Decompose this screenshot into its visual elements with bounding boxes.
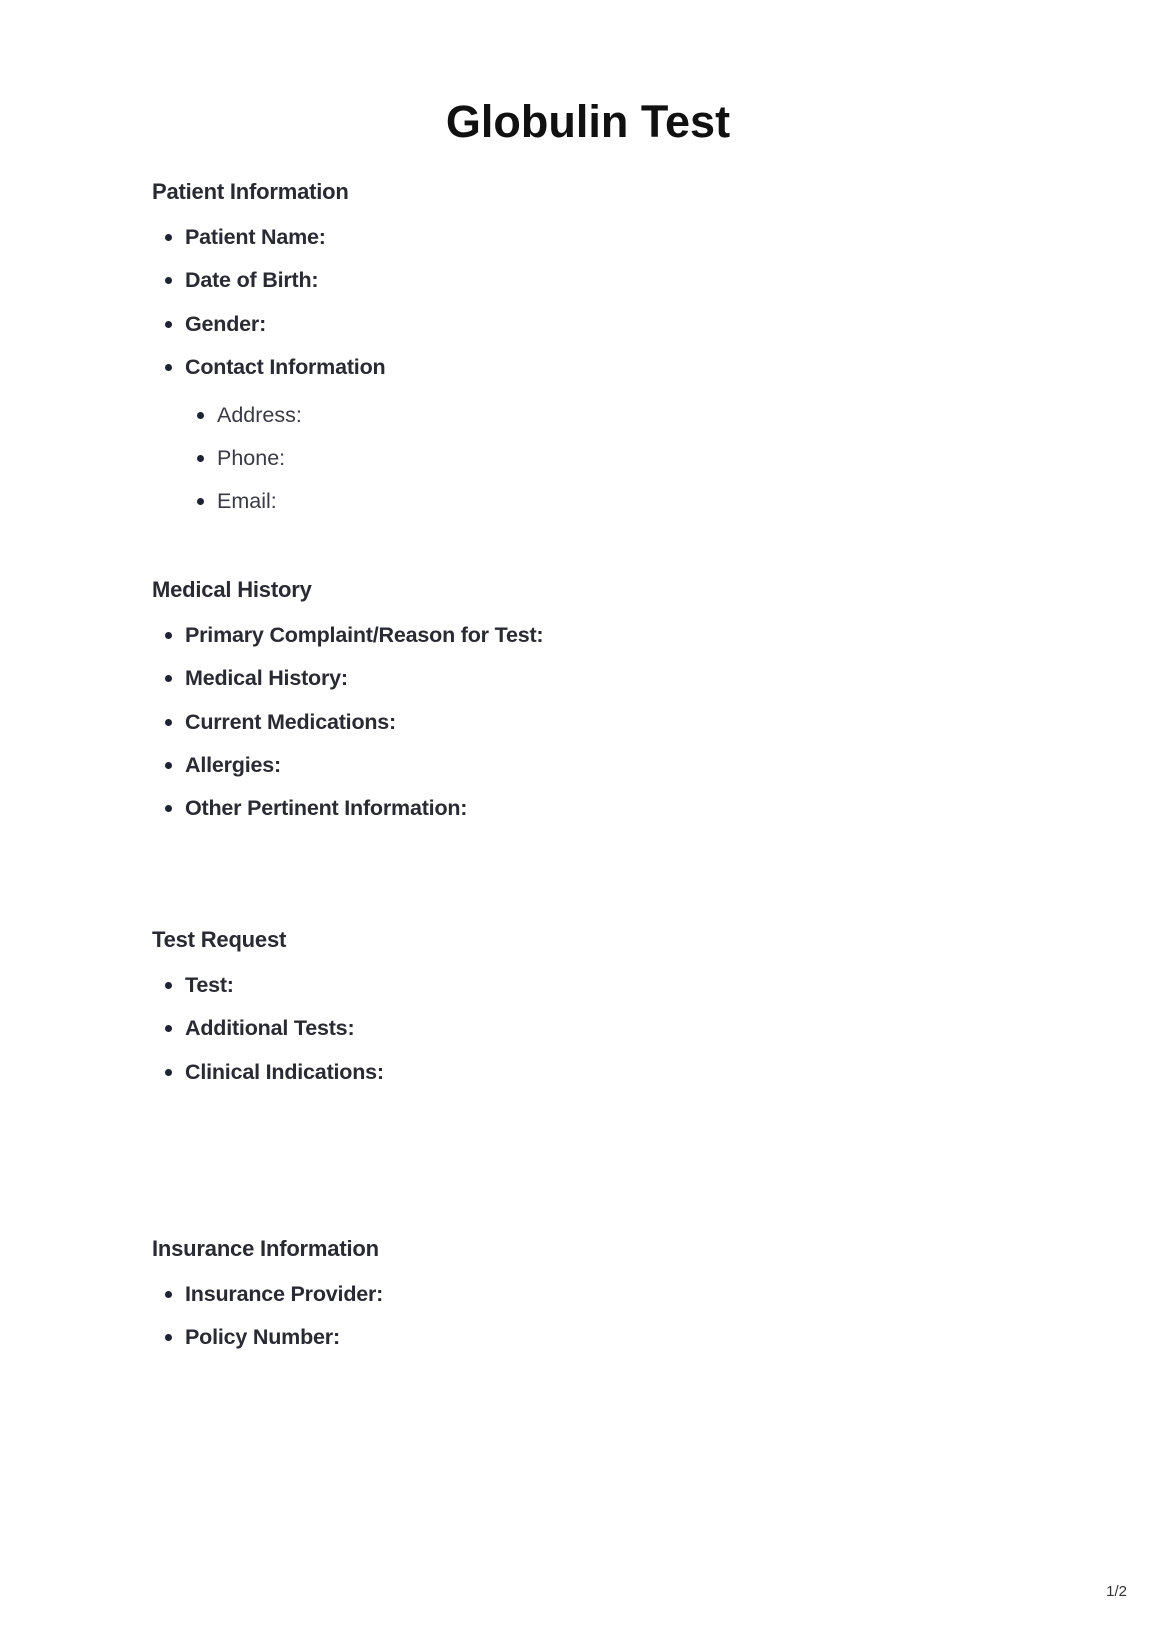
bullet-icon xyxy=(165,321,172,328)
field-label-address: Address: xyxy=(217,402,302,427)
list-item xyxy=(152,707,1032,750)
page-number: 1/2 xyxy=(1106,1583,1127,1600)
list-item xyxy=(152,750,1032,793)
field-label-gender: Gender: xyxy=(185,311,267,336)
bullet-icon xyxy=(197,498,204,505)
bullet-icon xyxy=(165,234,172,241)
bullet-icon xyxy=(165,1334,172,1341)
insurance-information-section xyxy=(152,1234,1032,1366)
section-heading-test-request: Test Request xyxy=(152,927,287,952)
section-heading-medical-history: Medical History xyxy=(152,577,312,602)
field-label-clinical-indications: Clinical Indications: xyxy=(185,1059,384,1084)
field-label-primary-complaint: Primary Complaint/Reason for Test: xyxy=(185,623,544,647)
list-item xyxy=(152,970,1032,1013)
bullet-icon xyxy=(165,982,172,989)
bullet-icon xyxy=(165,277,172,284)
bullet-icon xyxy=(165,675,172,682)
bullet-icon xyxy=(165,805,172,812)
list-item xyxy=(152,1322,1032,1365)
list-item xyxy=(152,1279,1032,1322)
field-label-current-medications: Current Medications: xyxy=(185,709,397,734)
sub-list-item xyxy=(152,443,1032,486)
field-label-medical-history: Medical History: xyxy=(185,666,348,691)
list-item xyxy=(152,265,1032,308)
list-item xyxy=(152,663,1032,706)
bullet-icon xyxy=(165,364,172,371)
section-heading-insurance-information: Insurance Information xyxy=(152,1236,379,1261)
section-heading-patient-information: Patient Information xyxy=(152,179,349,204)
list-item xyxy=(152,793,1032,836)
patient-information-list xyxy=(152,222,1032,400)
list-item xyxy=(152,352,1032,400)
medical-history-section xyxy=(152,575,1032,836)
list-item xyxy=(152,1013,1032,1056)
sub-list-item xyxy=(152,400,1032,443)
field-label-insurance-provider: Insurance Provider: xyxy=(185,1282,384,1306)
bullet-icon xyxy=(165,632,172,639)
field-label-patient-name: Patient Name: xyxy=(185,225,326,249)
field-label-email: Email: xyxy=(217,489,277,514)
bullet-icon xyxy=(165,719,172,726)
field-label-other-pertinent-information: Other Pertinent Information: xyxy=(185,796,468,821)
contact-information-sublist xyxy=(152,400,1032,530)
list-item xyxy=(152,309,1032,352)
medical-history-list xyxy=(152,620,1032,836)
bullet-icon xyxy=(165,1025,172,1032)
patient-information-section xyxy=(152,177,1032,530)
field-label-contact-information: Contact Information xyxy=(185,354,386,379)
bullet-icon xyxy=(165,1291,172,1298)
bullet-icon xyxy=(197,455,204,462)
field-label-policy-number: Policy Number: xyxy=(185,1325,340,1350)
bullet-icon xyxy=(197,412,204,419)
field-label-date-of-birth: Date of Birth: xyxy=(185,268,319,293)
field-label-allergies: Allergies: xyxy=(185,752,281,777)
sub-list-item xyxy=(152,486,1032,529)
list-item xyxy=(152,620,1032,663)
test-request-list xyxy=(152,970,1032,1100)
bullet-icon xyxy=(165,1069,172,1076)
field-label-test: Test: xyxy=(185,973,234,997)
list-item xyxy=(152,1057,1032,1100)
insurance-information-list xyxy=(152,1279,1032,1366)
field-label-phone: Phone: xyxy=(217,446,286,471)
test-request-section xyxy=(152,925,1032,1100)
page-title: Globulin Test xyxy=(445,96,731,147)
field-label-additional-tests: Additional Tests: xyxy=(185,1016,355,1041)
bullet-icon xyxy=(165,762,172,769)
list-item xyxy=(152,222,1032,265)
